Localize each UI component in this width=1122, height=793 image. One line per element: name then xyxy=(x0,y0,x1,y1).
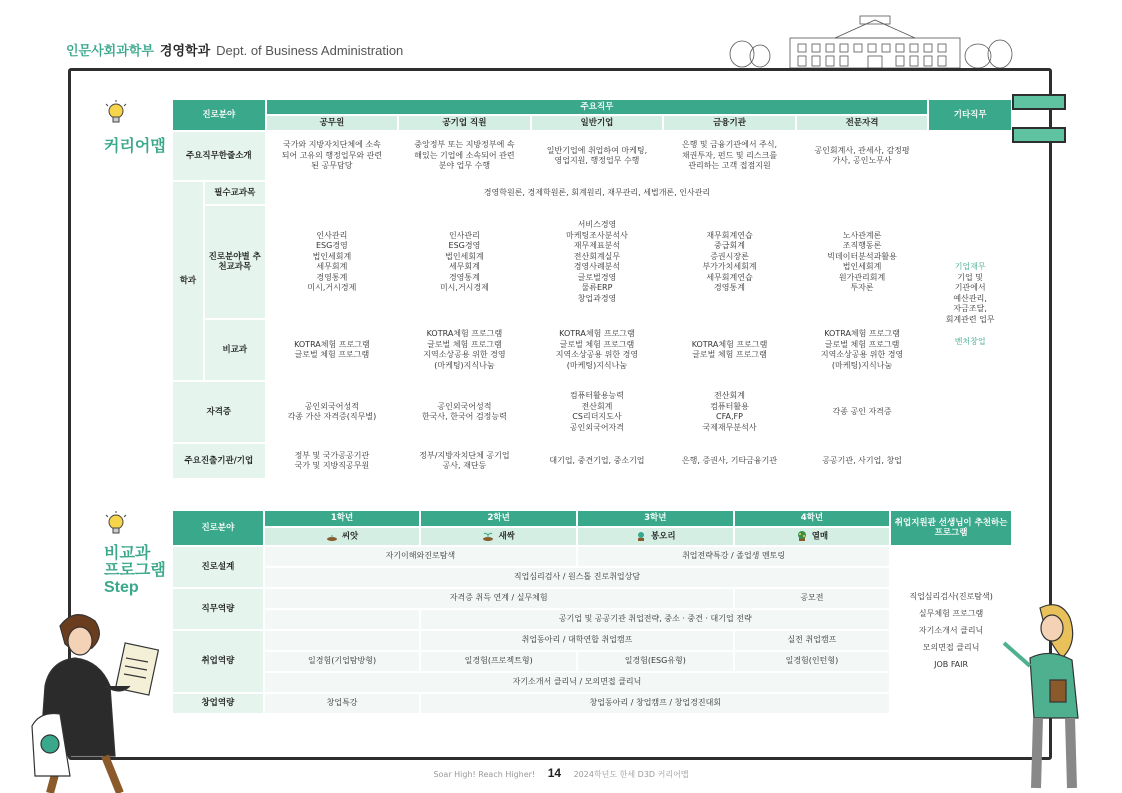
course: 법인세회계 xyxy=(312,251,352,261)
rec-program: 자기소개서 클리닉 xyxy=(918,625,984,635)
course: 투자론 xyxy=(850,283,874,292)
cert-line: 공인외국어자격 xyxy=(569,422,625,432)
board-tab-top xyxy=(1012,94,1066,110)
other-job-venture: 벤처창업 xyxy=(954,337,986,347)
stage-header xyxy=(421,528,576,545)
required-courses: 경영학원론, 경제학원론, 회계원리, 재무관리, 세법개론, 인사관리 xyxy=(267,182,928,204)
cert-line: 한국사, 한국어 검정능력 xyxy=(421,412,507,421)
cert-line: 공인외국어성적 xyxy=(304,401,359,411)
row-header-intro: 주요직무한줄소개 xyxy=(173,132,265,180)
company-line: 정부 및 국가공공기관 xyxy=(294,450,370,460)
footer-title: 2024학년도 한세 D3D 커리어맵 xyxy=(573,770,689,779)
course: 재무회계연습 xyxy=(706,230,753,240)
cert-line: 전산회계 xyxy=(714,391,745,400)
course: 증권시장론 xyxy=(710,251,749,261)
course: 인사관리 xyxy=(316,230,348,240)
course: 세무회계연습 xyxy=(706,272,753,282)
header-field: 진로분야 xyxy=(173,511,263,545)
course: 재무제표분석 xyxy=(573,241,621,250)
course: 물류ERP xyxy=(581,283,613,292)
page-number: 14 xyxy=(547,766,562,780)
program-step-label-line: Step xyxy=(104,579,139,596)
cert-line: CFA,FP xyxy=(716,412,743,421)
campus-building-illustration xyxy=(720,14,1020,68)
course: 미시,거시경제 xyxy=(439,283,489,292)
stage-header xyxy=(265,528,420,545)
career-map-table xyxy=(171,98,1013,480)
rec-program: 실무체험 프로그램 xyxy=(918,608,984,618)
career-map-label: 커리어맵 xyxy=(104,138,166,155)
extra-line: KOTRA체험 프로그램 xyxy=(691,339,768,349)
extra-line: (마케팅)지식나눔 xyxy=(434,360,495,370)
row-header-start: 창업역량 xyxy=(173,694,263,713)
recommended-cell xyxy=(267,206,398,318)
course: 노사관계론 xyxy=(842,230,882,240)
rec-program: JOB FAIR xyxy=(934,659,969,669)
program-cell: 자기이해와진로탐색 xyxy=(265,547,576,566)
program-cell: 취업전략특강 / 졸업생 멘토링 xyxy=(578,547,889,566)
page-header xyxy=(66,40,403,62)
job-header: 금융기관 xyxy=(664,116,795,130)
program-cell: 일경험(프로젝트형) xyxy=(421,652,576,671)
extra-line: KOTRA체험 프로그램 xyxy=(824,329,900,338)
program-step-label xyxy=(104,545,166,596)
stage-label: 새싹 xyxy=(498,531,515,542)
course: 경영통계 xyxy=(714,283,745,292)
cert-cell xyxy=(664,382,795,442)
course: ESG경영 xyxy=(315,241,348,250)
program-cell: 직업심리검사 / 원스톱 진로취업상담 xyxy=(265,568,889,587)
lightbulb-icon xyxy=(104,100,128,128)
year-header: 2학년 xyxy=(421,511,576,526)
course: 중급회계 xyxy=(714,241,745,250)
other-job-line: 회계관련 업무 xyxy=(945,314,995,324)
program-cell: 자격증 취득 연계 / 실무체험 xyxy=(265,589,733,608)
cert-cell xyxy=(267,382,398,442)
program-step-label-line: 프로그램 xyxy=(104,562,166,579)
course: 인사관리 xyxy=(448,230,480,240)
year-header: 3학년 xyxy=(578,511,733,526)
other-job-line: 기업 및 xyxy=(957,272,984,282)
extra-line: (마케팅)지식나눔 xyxy=(831,360,893,370)
company-line: 국가 및 지방직공무원 xyxy=(294,461,370,470)
cert-line: 국제재무분석사 xyxy=(702,422,757,432)
fruit-tree-icon xyxy=(796,531,808,541)
job-header: 일반기업 xyxy=(532,116,663,130)
row-header-extra: 비교과 xyxy=(205,320,265,380)
program-cell-empty xyxy=(265,610,420,629)
stage-label: 열매 xyxy=(811,531,829,542)
stage-label: 봉오리 xyxy=(650,531,676,542)
program-cell-empty xyxy=(265,631,420,650)
stage-header xyxy=(578,528,733,545)
board-tab-bottom xyxy=(1012,127,1066,143)
company-cell: 공공기관, 사기업, 창업 xyxy=(797,444,928,478)
year-header: 4학년 xyxy=(735,511,890,526)
extra-line: 글로벌 체험 프로그램 xyxy=(559,339,635,349)
intro-cell: 공인회계사, 관세사, 감정평가사, 공인노무사 xyxy=(797,132,928,180)
extra-line: KOTRA체험 프로그램 xyxy=(426,329,503,338)
program-cell: 일경험(인턴형) xyxy=(735,652,890,671)
cert-line: CS리더지도사 xyxy=(572,412,622,421)
company-cell xyxy=(399,444,530,478)
recommended-cell xyxy=(664,206,795,318)
recommended-programs xyxy=(891,547,1011,713)
course: 법인세회계 xyxy=(842,262,882,271)
other-job-line: 예산관리, xyxy=(953,293,987,303)
cert-line: 컴퓨터활용 xyxy=(710,401,749,411)
intro-cell: 은행 및 금융기관에서 주식, 채권투자, 펀드 및 리스크를 관리하는 고객 접점지원 xyxy=(664,132,795,180)
intro-cell: 국가와 지방자치단체에 소속되어 고유의 행정업무와 관련된 공무담당 xyxy=(267,132,398,180)
extra-cell xyxy=(532,320,663,380)
other-job-line: 기업재무 xyxy=(954,262,986,272)
header-recommended: 취업지원관 선생님이 추천하는 프로그램 xyxy=(891,511,1011,545)
course: 미시,거시경제 xyxy=(307,283,357,292)
extra-cell xyxy=(399,320,530,380)
program-cell: 일경험(ESG유형) xyxy=(578,652,733,671)
other-jobs-cell xyxy=(929,132,1011,478)
footer-slogan: Soar High! Reach Higher! xyxy=(433,770,536,779)
row-header-recommended: 진로분야별 추천교과목 xyxy=(205,206,265,318)
course: 서비스경영 xyxy=(577,220,617,229)
extra-line: 글로벌 체험 프로그램 xyxy=(427,339,502,349)
header-other-jobs: 기타직무 xyxy=(929,100,1011,130)
header-field: 진로분야 xyxy=(173,100,265,130)
rec-program: 모의면접 클리닉 xyxy=(922,642,980,652)
extra-line: (마케팅)지식나눔 xyxy=(566,360,628,370)
row-header-companies: 주요진출기관/기업 xyxy=(173,444,265,478)
stage-label: 씨앗 xyxy=(341,531,359,542)
dept-name-en: Dept. of Business Administration xyxy=(216,43,404,58)
extra-line: 글로벌 체험 프로그램 xyxy=(692,350,767,359)
cert-cell xyxy=(797,382,928,442)
extra-line: KOTRA체험 프로그램 xyxy=(559,329,635,338)
row-header-emp: 취업역량 xyxy=(173,631,263,692)
sprout-icon xyxy=(482,531,494,541)
extra-line: 글로벌 체험 프로그램 xyxy=(294,350,370,359)
program-cell: 일경험(기업탐방형) xyxy=(265,652,420,671)
course: 경영통계 xyxy=(448,272,480,282)
program-cell: 창업동아리 / 창업캠프 / 창업경진대회 xyxy=(421,694,889,713)
course: 법인세회계 xyxy=(445,251,484,261)
course: 전산회계실무 xyxy=(573,251,621,261)
course: 세무회계 xyxy=(448,262,480,271)
course: 창업과경영 xyxy=(577,293,617,303)
row-header-required: 필수교과목 xyxy=(205,182,265,204)
extra-cell xyxy=(267,320,398,380)
extra-line: 지역소상공용 위한 경영 xyxy=(423,350,506,359)
cert-line: 각종 가산 자격증(직무별) xyxy=(287,412,377,421)
course: ESG경영 xyxy=(448,241,481,250)
course: 마케팅조사분석사 xyxy=(566,230,628,240)
program-cell: 공모전 xyxy=(735,589,890,608)
program-cell: 자기소개서 클리닉 / 모의면접 클리닉 xyxy=(265,673,889,692)
course: 조직행동론 xyxy=(842,241,882,250)
extra-line: 지역소상공용 위한 경영 xyxy=(555,350,639,359)
course: 부가가치세회계 xyxy=(702,262,757,271)
course: 세무회계 xyxy=(316,262,348,271)
intro-cell: 중앙정부 또는 지방정부에 속해있는 기업에 소속되어 관련분야 업무 수행 xyxy=(399,132,530,180)
company-line: 정부/지방자치단체 공기업 xyxy=(419,450,510,460)
row-header-job: 직무역량 xyxy=(173,589,263,629)
recommended-cell xyxy=(797,206,928,318)
other-job-line: 자금조달, xyxy=(953,304,987,314)
course: 글로벌경영 xyxy=(577,272,617,282)
row-header-design: 진로설계 xyxy=(173,547,263,587)
program-cell: 실전 취업캠프 xyxy=(735,631,890,650)
rec-program: 직업심리검사(진로탐색) xyxy=(909,591,993,601)
job-header: 공무원 xyxy=(267,116,398,130)
stage-header xyxy=(735,528,890,545)
recommended-cell xyxy=(532,206,663,318)
job-header: 공기업 직원 xyxy=(399,116,530,130)
program-step-table xyxy=(171,509,1013,715)
course: 경영통계 xyxy=(316,272,348,282)
company-cell xyxy=(267,444,398,478)
cert-line: 컴퓨터활용능력 xyxy=(569,391,625,400)
extra-line: 지역소상공용 위한 경영 xyxy=(820,350,904,359)
extra-cell xyxy=(664,320,795,380)
bud-plant-icon xyxy=(635,531,647,541)
company-cell: 은행, 증권사, 기타금융기관 xyxy=(664,444,795,478)
header-main-jobs: 주요직무 xyxy=(267,100,928,114)
page-footer xyxy=(0,766,1122,780)
course: 경영사례분석 xyxy=(573,262,621,271)
intro-cell: 일반기업에 취업하여 마케팅, 영업지원, 행정업무 수행 xyxy=(532,132,663,180)
program-step-label-line: 비교과 xyxy=(104,545,151,562)
program-cell: 창업특강 xyxy=(265,694,420,713)
extra-line: KOTRA체험 프로그램 xyxy=(294,339,370,349)
cert-cell xyxy=(399,382,530,442)
dept-name: 경영학과 xyxy=(159,44,211,59)
cert-line: 전산회계 xyxy=(581,401,613,411)
job-header: 전문자격 xyxy=(797,116,928,130)
other-job-line: 기관에서 xyxy=(954,283,986,293)
extra-line: 글로벌 체험 프로그램 xyxy=(824,339,900,349)
recommended-cell xyxy=(399,206,530,318)
seed-icon xyxy=(326,531,338,541)
company-cell: 대기업, 중견기업, 중소기업 xyxy=(532,444,663,478)
row-header-dept: 학과 xyxy=(173,182,203,380)
counselor-pointing-illustration xyxy=(1000,588,1090,793)
row-header-cert: 자격증 xyxy=(173,382,265,442)
cert-line: 각종 공인 자격증 xyxy=(832,406,892,416)
company-line: 공사, 재단등 xyxy=(442,461,487,470)
college-name: 인문사회과학부 xyxy=(66,44,154,59)
cert-cell xyxy=(532,382,663,442)
program-cell: 취업동아리 / 대학연합 취업캠프 xyxy=(421,631,732,650)
student-reading-illustration xyxy=(30,606,180,793)
year-header: 1학년 xyxy=(265,511,420,526)
course: 빅데이터분석과활용 xyxy=(827,251,897,261)
extra-cell xyxy=(797,320,928,380)
lightbulb-icon xyxy=(104,511,128,539)
program-cell: 공기업 및 공공기관 취업전략, 중소 · 중견 · 대기업 전략 xyxy=(421,610,889,629)
course: 원가관리회계 xyxy=(838,272,886,282)
cert-line: 공인외국어성적 xyxy=(437,401,492,411)
